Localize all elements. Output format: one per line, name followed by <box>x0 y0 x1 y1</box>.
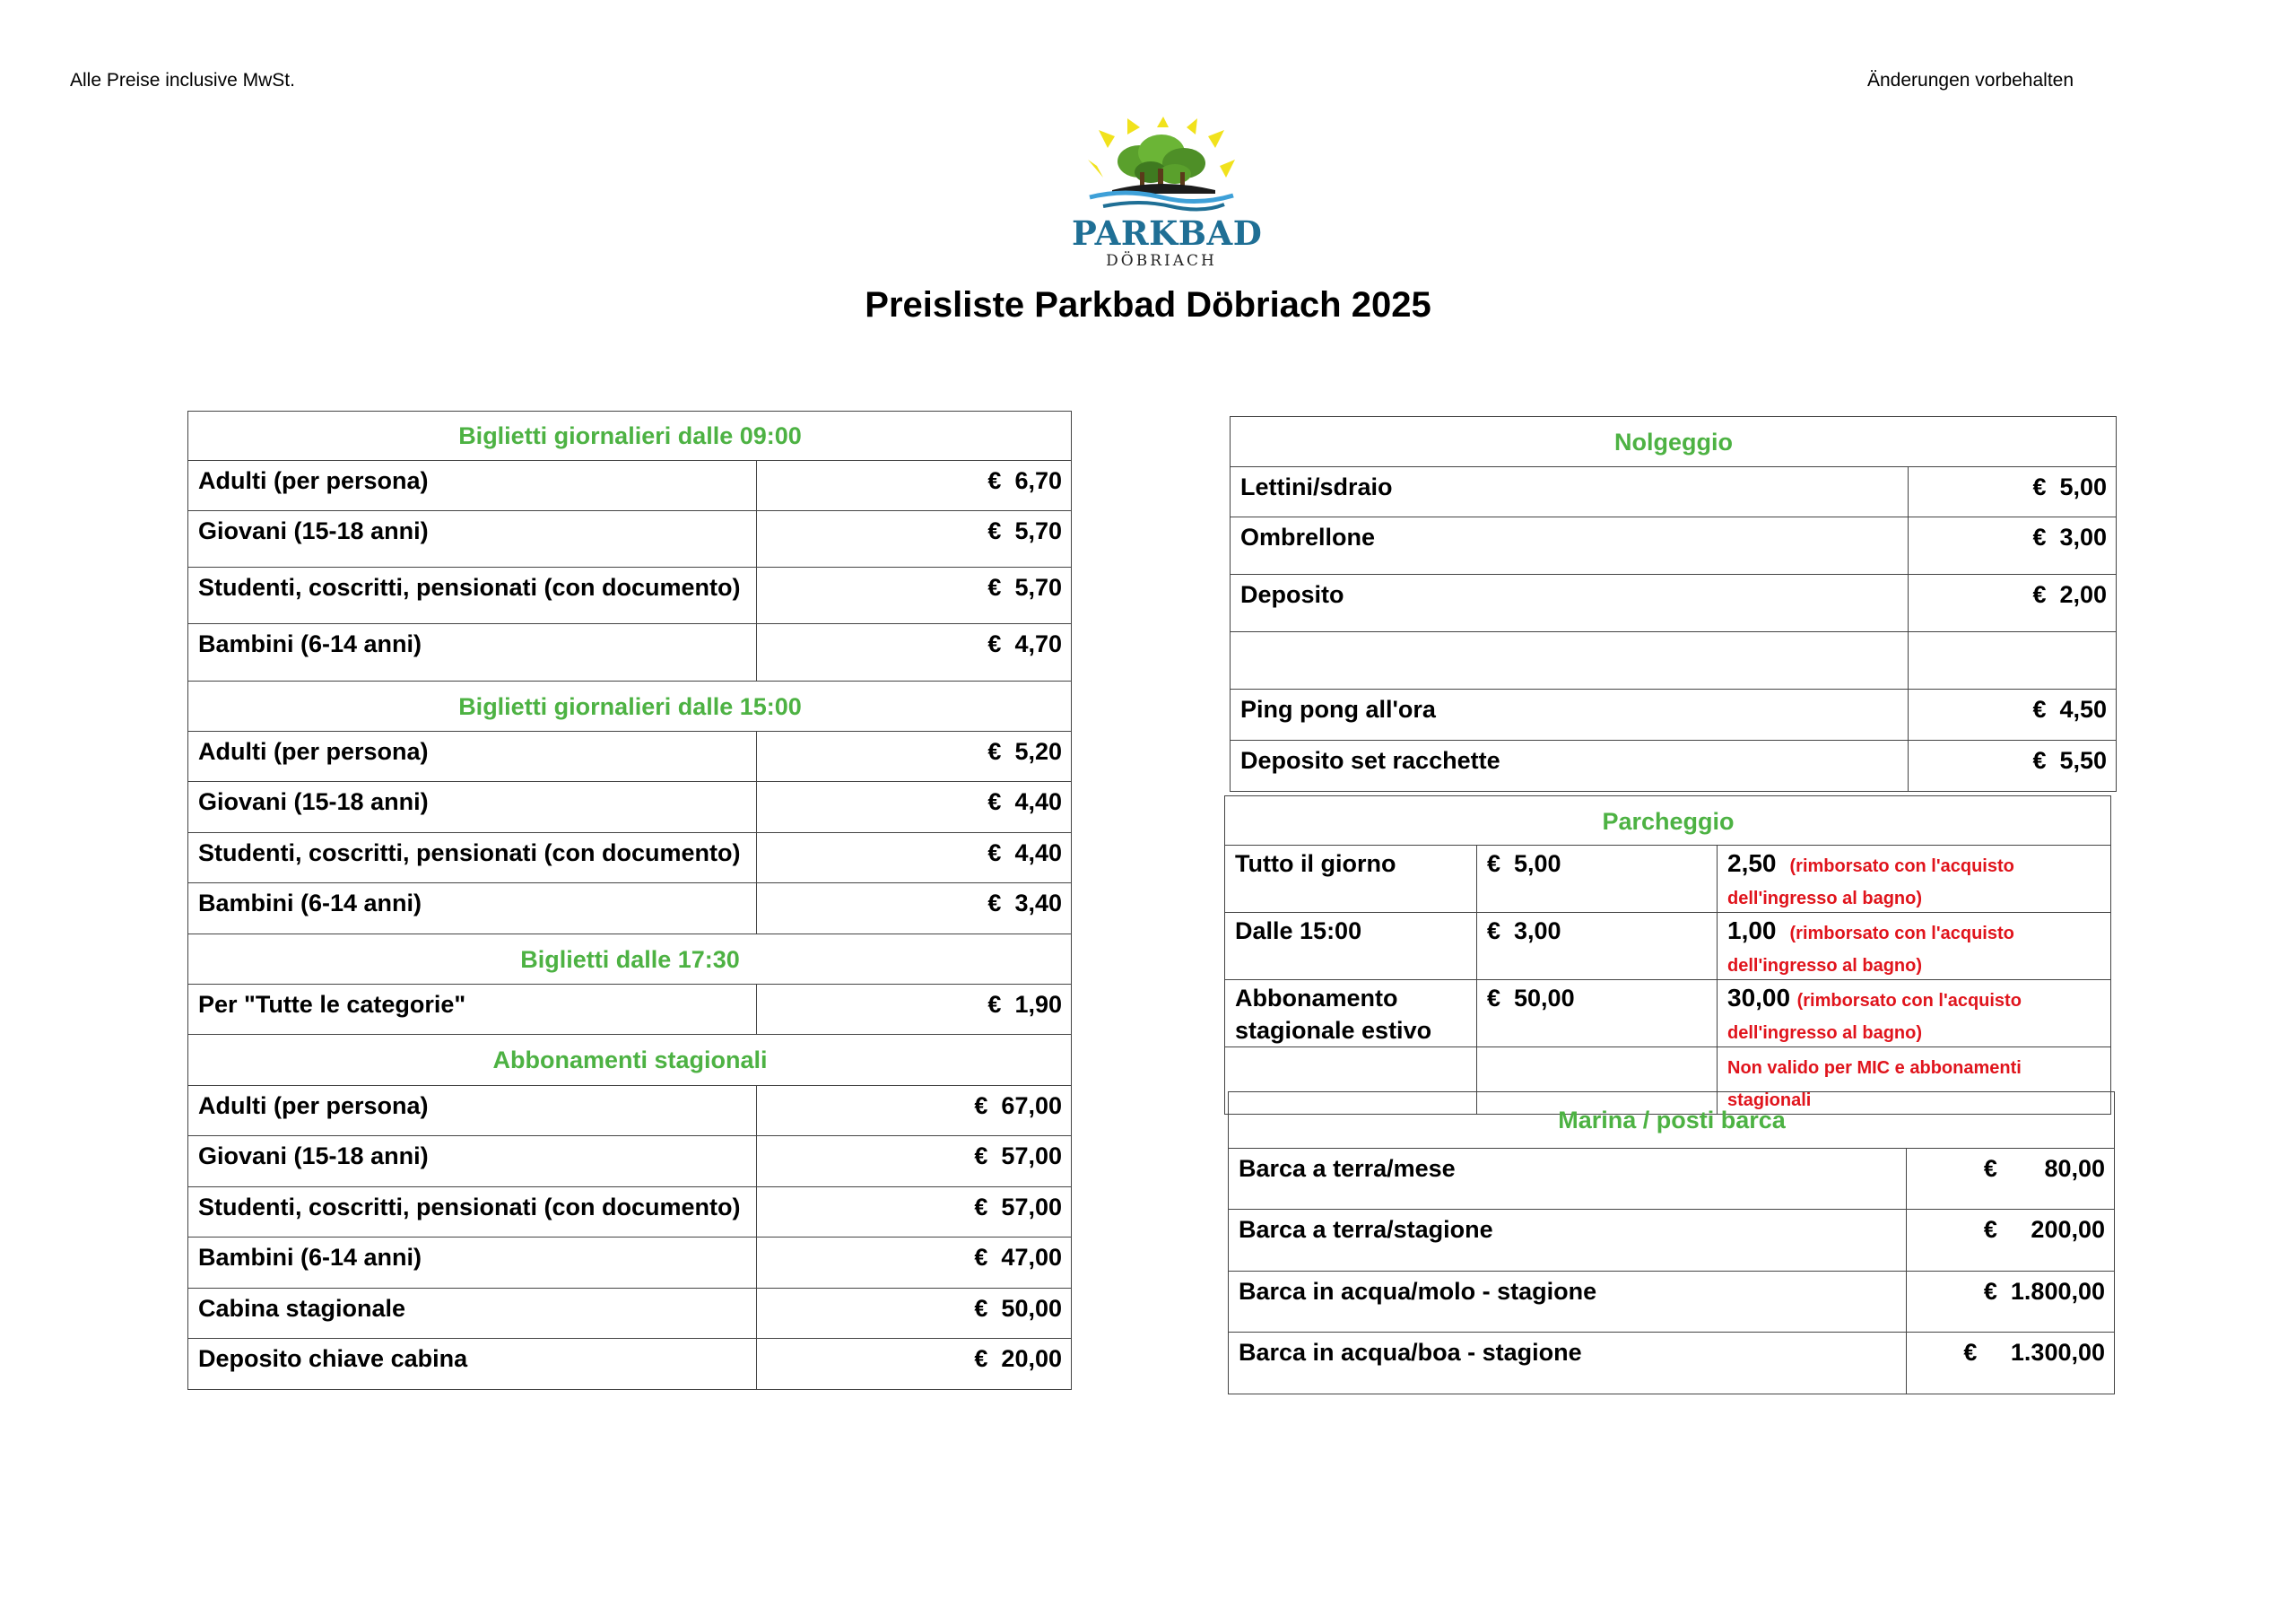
table-row <box>1231 741 2117 792</box>
refund-value: 1,00 <box>1727 916 1777 944</box>
row-label: Abbonamento stagionale estivo <box>1225 980 1477 1047</box>
table-row <box>188 833 1072 883</box>
row-price: € 5,20 <box>757 732 1072 782</box>
table-row <box>188 1187 1072 1238</box>
row-price: € 5,70 <box>757 511 1072 568</box>
row-price: € 20,00 <box>757 1339 1072 1390</box>
table-row <box>188 1238 1072 1289</box>
row-label: Deposito chiave cabina <box>188 1339 757 1390</box>
row-price: € 4,70 <box>757 624 1072 682</box>
section-heading: Parcheggio <box>1225 796 2111 846</box>
table-row <box>1225 980 2111 1047</box>
parking-footnote: Non valido per MIC e abbonamenti stagionali <box>1727 1058 2022 1110</box>
row-label: Tutto il giorno <box>1225 846 1477 913</box>
refund-cell <box>1718 913 2111 980</box>
row-price: € 5,70 <box>757 568 1072 624</box>
row-label: Deposito set racchette <box>1231 741 1909 792</box>
row-label: Lettini/sdraio <box>1231 467 1909 517</box>
table-row <box>1231 575 2117 632</box>
table-row <box>1229 1272 2115 1333</box>
row-label: Adulti (per persona) <box>188 1086 757 1136</box>
row-price: € 50,00 <box>757 1289 1072 1339</box>
row-label: Giovani (15-18 anni) <box>188 1136 757 1187</box>
row-price: € 4,40 <box>757 782 1072 833</box>
row-label: Adulti (per persona) <box>188 461 757 511</box>
refund-cell <box>1718 980 2111 1047</box>
row-label: Barca a terra/mese <box>1229 1149 1907 1210</box>
table-row <box>1225 913 2111 980</box>
table-row <box>1231 632 2117 690</box>
row-label: Barca in acqua/boa - stagione <box>1229 1333 1907 1394</box>
refund-value: 30,00 <box>1727 984 1791 1012</box>
row-price: € 50,00 <box>1477 980 1718 1047</box>
section-heading: Abbonamenti stagionali <box>188 1035 1072 1086</box>
row-price: € 3,40 <box>757 883 1072 934</box>
vat-note: Alle Preise inclusive MwSt. <box>70 70 295 91</box>
row-label: Ombrellone <box>1231 517 1909 575</box>
logo-name: PARKBAD <box>1072 213 1263 253</box>
row-price: € 5,00 <box>1477 846 1718 913</box>
row-label: Deposito <box>1231 575 1909 632</box>
row-label: Adulti (per persona) <box>188 732 757 782</box>
table-row <box>188 461 1072 511</box>
row-price: € 200,00 <box>1907 1210 2115 1272</box>
row-price: € 80,00 <box>1907 1149 2115 1210</box>
table-row <box>1229 1149 2115 1210</box>
table-row <box>188 732 1072 782</box>
row-price: € 5,50 <box>1909 741 2117 792</box>
section-heading: Biglietti giornalieri dalle 09:00 <box>188 412 1072 461</box>
row-label: Per "Tutte le categorie" <box>188 985 757 1035</box>
table-row <box>1231 467 2117 517</box>
row-price: € 57,00 <box>757 1187 1072 1238</box>
table-row <box>1231 517 2117 575</box>
entrance-price-table <box>187 411 1072 1390</box>
rental-price-table <box>1230 416 2117 792</box>
marina-price-table <box>1228 1091 2115 1394</box>
section-heading: Nolgeggio <box>1231 417 2117 467</box>
row-price: € 1.300,00 <box>1907 1333 2115 1394</box>
changes-note: Änderungen vorbehalten <box>1867 70 2074 91</box>
table-row <box>188 1086 1072 1136</box>
logo-subtitle: DÖBRIACH <box>1106 252 1217 270</box>
row-price: € 4,50 <box>1909 690 2117 741</box>
row-price: € 6,70 <box>757 461 1072 511</box>
section-heading: Marina / posti barca <box>1229 1092 2115 1149</box>
table-row <box>1229 1333 2115 1394</box>
refund-note: (rimborsato con l'acquisto dell'ingresso al bagno) <box>1727 991 2022 1043</box>
refund-note: (rimborsato con l'acquisto dell'ingresso al bagno) <box>1727 924 2014 976</box>
row-label: Bambini (6-14 anni) <box>188 883 757 934</box>
refund-value: 2,50 <box>1727 849 1777 877</box>
row-price: € 1.800,00 <box>1907 1272 2115 1333</box>
table-row <box>188 568 1072 624</box>
row-price: € 47,00 <box>757 1238 1072 1289</box>
refund-cell <box>1718 846 2111 913</box>
row-label <box>1231 632 1909 690</box>
table-row <box>188 624 1072 682</box>
row-label: Ping pong all'ora <box>1231 690 1909 741</box>
row-label: Studenti, coscritti, pensionati (con documento) <box>188 568 757 624</box>
table-row <box>188 782 1072 833</box>
row-price: € 2,00 <box>1909 575 2117 632</box>
row-label: Studenti, coscritti, pensionati (con documento) <box>188 833 757 883</box>
row-price: € 57,00 <box>757 1136 1072 1187</box>
row-price: € 3,00 <box>1477 913 1718 980</box>
table-row <box>188 1339 1072 1390</box>
row-label: Giovani (15-18 anni) <box>188 511 757 568</box>
section-heading: Biglietti dalle 17:30 <box>188 934 1072 985</box>
row-label: Studenti, coscritti, pensionati (con documento) <box>188 1187 757 1238</box>
refund-note: (rimborsato con l'acquisto dell'ingresso al bagno) <box>1727 856 2014 908</box>
table-row <box>188 883 1072 934</box>
row-price: € 3,00 <box>1909 517 2117 575</box>
row-price: € 1,90 <box>757 985 1072 1035</box>
row-label: Bambini (6-14 anni) <box>188 624 757 682</box>
section-heading: Biglietti giornalieri dalle 15:00 <box>188 682 1072 732</box>
table-row <box>188 985 1072 1035</box>
row-label: Dalle 15:00 <box>1225 913 1477 980</box>
row-label: Bambini (6-14 anni) <box>188 1238 757 1289</box>
parking-price-table <box>1224 795 2111 1115</box>
parkbad-logo-icon <box>1072 117 1251 215</box>
table-row <box>188 1289 1072 1339</box>
parkbad-logo <box>1072 117 1263 274</box>
row-label: Barca a terra/stagione <box>1229 1210 1907 1272</box>
row-price: € 4,40 <box>757 833 1072 883</box>
row-label: Barca in acqua/molo - stagione <box>1229 1272 1907 1333</box>
row-price: € 5,00 <box>1909 467 2117 517</box>
row-label: Giovani (15-18 anni) <box>188 782 757 833</box>
table-row <box>1225 846 2111 913</box>
row-label: Cabina stagionale <box>188 1289 757 1339</box>
row-price: € 67,00 <box>757 1086 1072 1136</box>
table-row <box>188 511 1072 568</box>
row-price <box>1909 632 2117 690</box>
table-row <box>1231 690 2117 741</box>
page-title: Preisliste Parkbad Döbriach 2025 <box>865 285 1431 325</box>
table-row <box>188 1136 1072 1187</box>
table-row <box>1229 1210 2115 1272</box>
